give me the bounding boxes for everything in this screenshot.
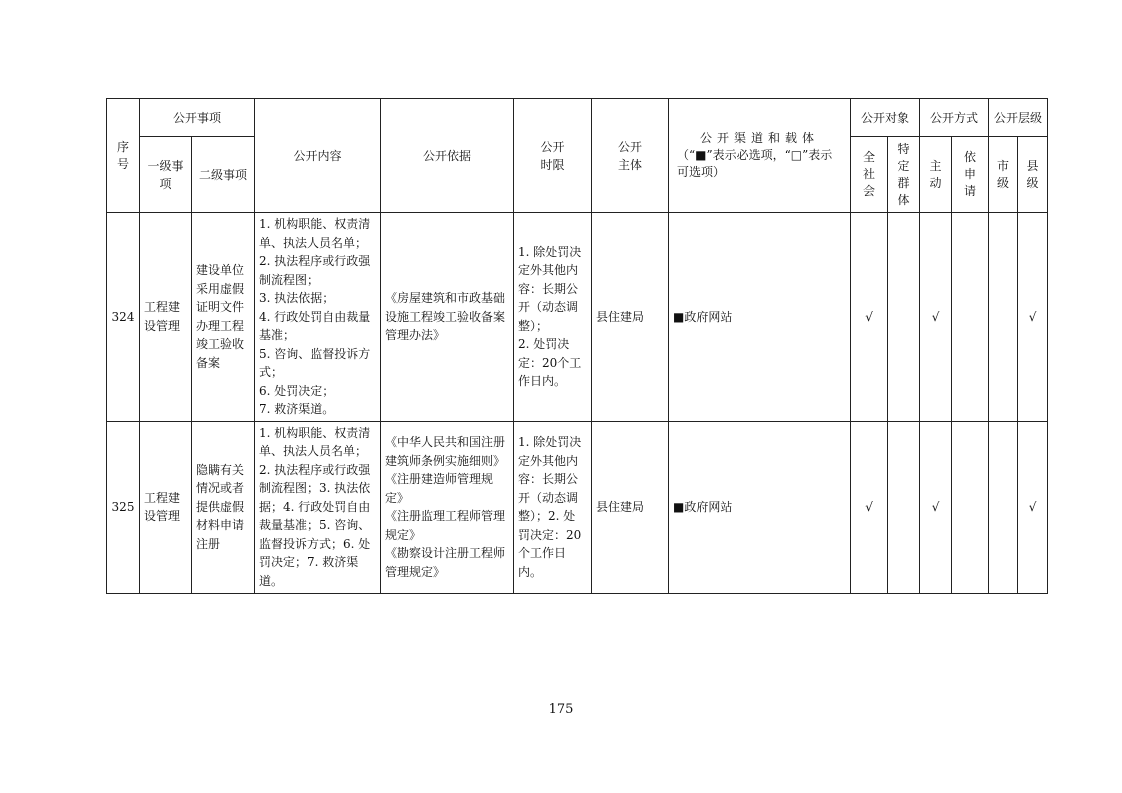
row-content — [255, 421, 381, 593]
content-line: 2. 执法程序或行政强制流程图； — [259, 254, 371, 287]
header-time-limit — [514, 99, 592, 213]
row-method-active: √ — [920, 213, 952, 422]
row-level-county: √ — [1018, 213, 1048, 422]
header-basis: 公开依据 — [381, 99, 514, 213]
row-basis — [381, 421, 514, 593]
row-content — [255, 213, 381, 422]
header-level-city — [989, 137, 1018, 213]
row-audience-specific — [888, 421, 920, 593]
header-method-group: 公开方式 — [920, 99, 989, 137]
header-level-county-text: 县级 — [1026, 158, 1039, 190]
header-level-group — [989, 99, 1048, 137]
header-channel-title: 公开渠道和载体 — [700, 131, 820, 145]
header-channel — [669, 99, 851, 213]
table-row — [107, 213, 1048, 422]
header-item-group: 公开事项 — [140, 99, 255, 137]
row-level2 — [192, 421, 255, 593]
row-audience-specific — [888, 213, 920, 422]
row-seq: 325 — [107, 421, 140, 593]
header-time-limit-text: 公开时限 — [540, 139, 565, 172]
row-method-active: √ — [920, 421, 952, 593]
header-level-group-text: 公开层级 — [994, 110, 1043, 125]
row-time-limit — [514, 213, 592, 422]
content-line: 7. 救济渠道。 — [259, 402, 335, 416]
row-channel-text: ■政府网站 — [673, 309, 733, 324]
header-method-active — [920, 137, 952, 213]
content-line: 1. 机构职能、权责清单、执法人员名单； — [259, 217, 371, 250]
row-method-request — [952, 421, 989, 593]
row-channel — [669, 421, 851, 593]
row-channel — [669, 213, 851, 422]
header-audience-group: 公开对象 — [851, 99, 920, 137]
header-seq — [107, 99, 140, 213]
header-subject-text: 公开主体 — [618, 139, 643, 172]
table-row — [107, 421, 1048, 593]
basis-line: 《中华人民共和国注册建筑师条例实施细则》 — [385, 435, 506, 468]
basis-line: 《注册监理工程师管理规定》 — [385, 509, 506, 542]
content-line: 4. 行政处罚自由裁量基准； — [259, 309, 371, 342]
row-level-county: √ — [1018, 421, 1048, 593]
row-subject-text: 县住建局 — [596, 309, 645, 324]
row-basis-text: 《房屋建筑和市政基础设施工程竣工验收备案管理办法》 — [385, 291, 506, 342]
header-seq-text: 序号 — [116, 139, 129, 171]
header-audience-all-text: 全社会 — [863, 150, 876, 198]
header-channel-note: （“■”表示必选项，“□”表示可选项） — [677, 148, 833, 179]
row-subject-text: 县住建局 — [596, 499, 645, 514]
row-audience-all: √ — [851, 421, 888, 593]
basis-line: 《勘察设计注册工程师管理规定》 — [385, 546, 506, 579]
row-level-city — [989, 213, 1018, 422]
disclosure-table — [106, 98, 1048, 594]
header-method-active-text: 主动 — [929, 158, 942, 190]
row-content-text: 1. 机构职能、权责清单、执法人员名单；2. 执法程序或行政强制流程图；3. 执法依据；4. 行政处罚自由裁量基准；5. 咨询、监督投诉方式；6. 处罚决定；7. 救济渠道。 — [259, 425, 371, 588]
row-seq: 324 — [107, 213, 140, 422]
basis-line: 《注册建造师管理规定》 — [385, 472, 494, 505]
header-audience-specific-text: 特定群体 — [897, 141, 910, 207]
header-method-request — [952, 137, 989, 213]
time-limit-line: 1. 除处罚决定外其他内容：长期公开（动态调整）； — [518, 244, 582, 333]
header-level1 — [140, 137, 192, 213]
header-method-request-text: 依申请 — [964, 150, 977, 198]
header-audience-all — [851, 137, 888, 213]
header-level-city-text: 市级 — [997, 158, 1010, 190]
row-subject — [592, 421, 669, 593]
row-level1 — [140, 421, 192, 593]
header-subject — [592, 99, 669, 213]
row-level-city — [989, 421, 1018, 593]
content-line: 6. 处罚决定； — [259, 383, 335, 398]
header-row-1 — [107, 99, 1048, 137]
row-level2 — [192, 213, 255, 422]
header-content: 公开内容 — [255, 99, 381, 213]
row-level2-text: 隐瞒有关情况或者提供虚假材料申请注册 — [196, 462, 245, 551]
row-level2-text: 建设单位采用虚假证明文件办理工程竣工验收备案 — [196, 263, 245, 370]
row-subject — [592, 213, 669, 422]
header-level-county — [1018, 137, 1048, 213]
row-level1 — [140, 213, 192, 422]
row-time-limit-text: 1. 除处罚决定外其他内容：长期公开（动态调整）；2. 处罚决定：20个工作日内。 — [518, 435, 582, 579]
row-method-request — [952, 213, 989, 422]
row-level1-text: 工程建设管理 — [144, 300, 181, 333]
row-level1-text: 工程建设管理 — [144, 490, 181, 523]
header-level1-text: 一级事项 — [147, 158, 184, 191]
row-audience-all: √ — [851, 213, 888, 422]
row-time-limit — [514, 421, 592, 593]
header-level2: 二级事项 — [192, 137, 255, 213]
header-audience-specific — [888, 137, 920, 213]
content-line: 3. 执法依据； — [259, 291, 335, 305]
content-line: 5. 咨询、监督投诉方式； — [259, 346, 371, 379]
time-limit-line: 2. 处罚决定：20个工作日内。 — [518, 337, 582, 389]
row-channel-text: ■政府网站 — [673, 499, 733, 514]
row-basis — [381, 213, 514, 422]
page-number: 175 — [548, 702, 574, 717]
